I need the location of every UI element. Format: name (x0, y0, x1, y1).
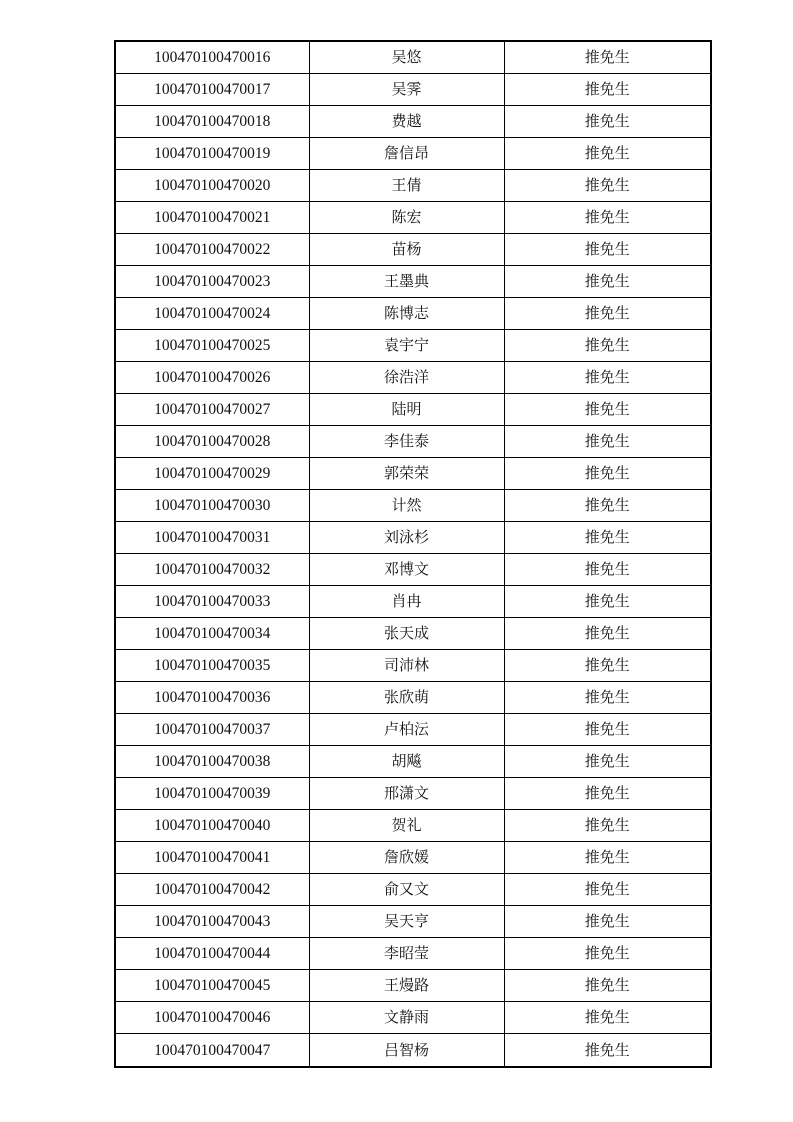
candidate-name-cell: 陈宏 (309, 202, 504, 234)
candidate-name-cell: 王熳路 (309, 970, 504, 1002)
candidate-id-cell: 100470100470043 (115, 906, 309, 938)
candidate-id-cell: 100470100470035 (115, 650, 309, 682)
candidate-id-cell: 100470100470018 (115, 106, 309, 138)
admission-type-cell: 推免生 (504, 426, 711, 458)
candidate-id-cell: 100470100470030 (115, 490, 309, 522)
table-row (115, 170, 711, 202)
admission-type-cell: 推免生 (504, 554, 711, 586)
candidate-id-cell: 100470100470027 (115, 394, 309, 426)
table-row (115, 554, 711, 586)
admission-type-cell: 推免生 (504, 618, 711, 650)
admission-type-cell: 推免生 (504, 330, 711, 362)
candidate-name-cell: 陆明 (309, 394, 504, 426)
candidate-name-cell: 张欣萌 (309, 682, 504, 714)
candidate-name-cell: 李昭莹 (309, 938, 504, 970)
candidate-id-cell: 100470100470016 (115, 41, 309, 74)
table-row (115, 394, 711, 426)
candidate-id-cell: 100470100470022 (115, 234, 309, 266)
admission-type-cell: 推免生 (504, 490, 711, 522)
admission-type-cell: 推免生 (504, 938, 711, 970)
candidate-id-cell: 100470100470033 (115, 586, 309, 618)
candidate-name-cell: 贺礼 (309, 810, 504, 842)
candidate-id-cell: 100470100470032 (115, 554, 309, 586)
candidate-id-cell: 100470100470029 (115, 458, 309, 490)
candidate-id-cell: 100470100470026 (115, 362, 309, 394)
admission-type-cell: 推免生 (504, 298, 711, 330)
admission-type-cell: 推免生 (504, 746, 711, 778)
candidate-name-cell: 刘泳杉 (309, 522, 504, 554)
candidate-id-cell: 100470100470017 (115, 74, 309, 106)
admission-type-cell: 推免生 (504, 170, 711, 202)
candidate-name-cell: 吕智杨 (309, 1034, 504, 1068)
table-row (115, 714, 711, 746)
candidate-id-cell: 100470100470045 (115, 970, 309, 1002)
candidate-name-cell: 费越 (309, 106, 504, 138)
table-row (115, 778, 711, 810)
admission-type-cell: 推免生 (504, 74, 711, 106)
admission-type-cell: 推免生 (504, 906, 711, 938)
candidate-name-cell: 陈博志 (309, 298, 504, 330)
candidate-id-cell: 100470100470040 (115, 810, 309, 842)
table-row (115, 362, 711, 394)
admission-list-table (114, 40, 712, 1068)
candidate-id-cell: 100470100470024 (115, 298, 309, 330)
candidate-id-cell: 100470100470019 (115, 138, 309, 170)
admission-type-cell: 推免生 (504, 650, 711, 682)
admission-type-cell: 推免生 (504, 458, 711, 490)
candidate-name-cell: 詹欣媛 (309, 842, 504, 874)
table-row (115, 234, 711, 266)
candidate-name-cell: 邢潇文 (309, 778, 504, 810)
candidate-name-cell: 卢柏沄 (309, 714, 504, 746)
table-row (115, 138, 711, 170)
table-row (115, 938, 711, 970)
candidate-id-cell: 100470100470037 (115, 714, 309, 746)
candidate-name-cell: 袁宇宁 (309, 330, 504, 362)
candidate-name-cell: 徐浩洋 (309, 362, 504, 394)
admission-type-cell: 推免生 (504, 362, 711, 394)
admission-type-cell: 推免生 (504, 41, 711, 74)
candidate-name-cell: 张天成 (309, 618, 504, 650)
table-row (115, 682, 711, 714)
candidate-id-cell: 100470100470023 (115, 266, 309, 298)
table-row (115, 650, 711, 682)
candidate-id-cell: 100470100470028 (115, 426, 309, 458)
table-row (115, 906, 711, 938)
candidate-name-cell: 吴霁 (309, 74, 504, 106)
table-row (115, 266, 711, 298)
candidate-name-cell: 苗杨 (309, 234, 504, 266)
table-body (115, 41, 711, 1067)
candidate-name-cell: 王倩 (309, 170, 504, 202)
admission-type-cell: 推免生 (504, 970, 711, 1002)
candidate-name-cell: 郭荣荣 (309, 458, 504, 490)
table-row (115, 970, 711, 1002)
admission-type-cell: 推免生 (504, 778, 711, 810)
admission-type-cell: 推免生 (504, 810, 711, 842)
admission-type-cell: 推免生 (504, 106, 711, 138)
admission-type-cell: 推免生 (504, 202, 711, 234)
table-row (115, 74, 711, 106)
candidate-id-cell: 100470100470039 (115, 778, 309, 810)
candidate-name-cell: 吴天亨 (309, 906, 504, 938)
table-row (115, 842, 711, 874)
candidate-id-cell: 100470100470034 (115, 618, 309, 650)
candidate-name-cell: 王墨典 (309, 266, 504, 298)
candidate-id-cell: 100470100470020 (115, 170, 309, 202)
table-row (115, 298, 711, 330)
candidate-id-cell: 100470100470041 (115, 842, 309, 874)
table-row (115, 586, 711, 618)
candidate-name-cell: 肖冉 (309, 586, 504, 618)
candidate-id-cell: 100470100470047 (115, 1034, 309, 1068)
table-row (115, 618, 711, 650)
admission-type-cell: 推免生 (504, 714, 711, 746)
admission-type-cell: 推免生 (504, 586, 711, 618)
admission-type-cell: 推免生 (504, 874, 711, 906)
table-row (115, 746, 711, 778)
candidate-id-cell: 100470100470031 (115, 522, 309, 554)
admission-type-cell: 推免生 (504, 1034, 711, 1068)
admission-type-cell: 推免生 (504, 234, 711, 266)
candidate-id-cell: 100470100470046 (115, 1002, 309, 1034)
admission-type-cell: 推免生 (504, 682, 711, 714)
candidate-id-cell: 100470100470038 (115, 746, 309, 778)
candidate-name-cell: 计然 (309, 490, 504, 522)
candidate-name-cell: 司沛林 (309, 650, 504, 682)
admission-type-cell: 推免生 (504, 394, 711, 426)
candidate-name-cell: 文静雨 (309, 1002, 504, 1034)
candidate-id-cell: 100470100470025 (115, 330, 309, 362)
candidate-id-cell: 100470100470042 (115, 874, 309, 906)
table-row (115, 202, 711, 234)
table-row (115, 106, 711, 138)
admission-type-cell: 推免生 (504, 522, 711, 554)
table-row (115, 41, 711, 74)
table-row (115, 522, 711, 554)
table-row (115, 874, 711, 906)
candidate-name-cell: 邓博文 (309, 554, 504, 586)
table-row (115, 810, 711, 842)
admission-type-cell: 推免生 (504, 138, 711, 170)
candidate-name-cell: 胡飚 (309, 746, 504, 778)
table-row (115, 490, 711, 522)
admission-type-cell: 推免生 (504, 1002, 711, 1034)
table-row (115, 426, 711, 458)
candidate-name-cell: 吴悠 (309, 41, 504, 74)
table-row (115, 458, 711, 490)
table-row (115, 330, 711, 362)
candidate-id-cell: 100470100470036 (115, 682, 309, 714)
candidate-name-cell: 俞又文 (309, 874, 504, 906)
table-row (115, 1034, 711, 1068)
admission-type-cell: 推免生 (504, 842, 711, 874)
candidate-id-cell: 100470100470044 (115, 938, 309, 970)
candidate-name-cell: 李佳泰 (309, 426, 504, 458)
table-row (115, 1002, 711, 1034)
admission-type-cell: 推免生 (504, 266, 711, 298)
candidate-name-cell: 詹信昂 (309, 138, 504, 170)
candidate-id-cell: 100470100470021 (115, 202, 309, 234)
